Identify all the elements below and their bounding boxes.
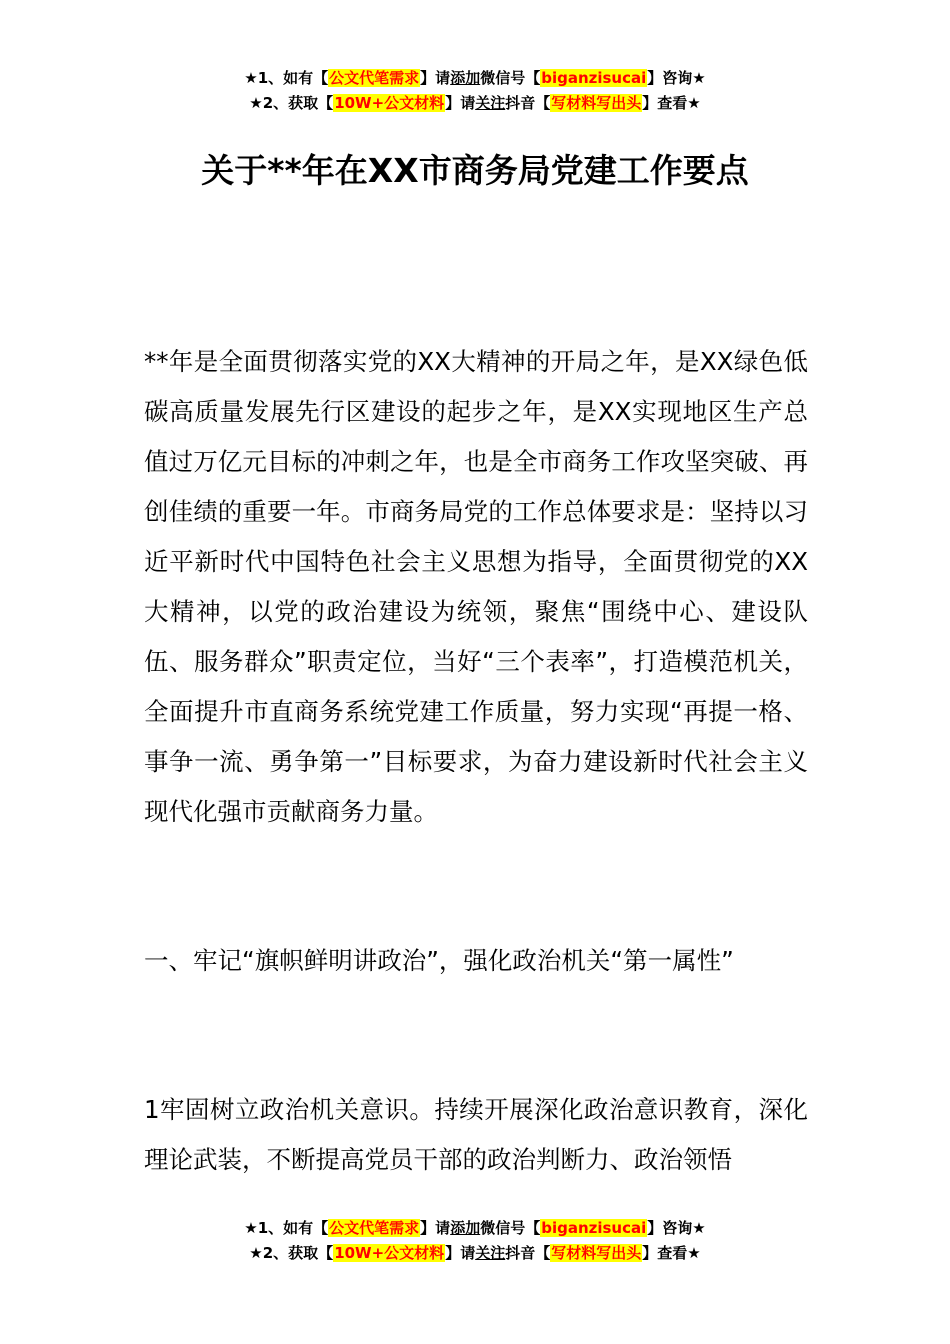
promo-text: ★1、如有【 xyxy=(244,69,329,87)
promo-emphasis: 添加 xyxy=(450,1219,481,1237)
promo-text: ★1、如有【 xyxy=(244,1219,329,1237)
promo-text: 】请 xyxy=(445,94,476,112)
promo-highlight: 公文代笔需求 xyxy=(329,69,420,87)
promo-text: 微信号【 xyxy=(480,69,541,87)
promo-banner-top xyxy=(0,66,950,116)
promo-text: 抖音【 xyxy=(505,94,551,112)
promo-text: 】请 xyxy=(445,1244,476,1262)
promo-highlight: 10W+公文材料 xyxy=(334,94,445,112)
promo-banner-bottom xyxy=(0,1216,950,1266)
promo-emphasis: 添加 xyxy=(450,69,481,87)
promo-line-1 xyxy=(0,66,950,91)
promo-line-2 xyxy=(0,1241,950,1266)
section-item-1: 1牢固树立政治机关意识。持续开展深化政治意识教育，深化理论武装，不断提高党员干部的政治判断力、政治领悟 xyxy=(144,1095,808,1174)
promo-text: 】咨询★ xyxy=(647,69,706,87)
promo-text: 】请 xyxy=(420,69,451,87)
promo-highlight: biganzisucai xyxy=(541,69,647,87)
promo-emphasis: 关注 xyxy=(475,1244,506,1262)
promo-text: 微信号【 xyxy=(480,1219,541,1237)
promo-highlight: biganzisucai xyxy=(541,1219,647,1237)
promo-text: 】查看★ xyxy=(642,1244,701,1262)
promo-text: ★2、获取【 xyxy=(249,1244,334,1262)
promo-line-1 xyxy=(0,1216,950,1241)
promo-text: ★2、获取【 xyxy=(249,94,334,112)
document-title: 关于**年在XX市商务局党建工作要点 xyxy=(201,151,749,190)
promo-text: 抖音【 xyxy=(505,1244,551,1262)
promo-text: 】查看★ xyxy=(642,94,701,112)
promo-emphasis: 关注 xyxy=(475,94,506,112)
promo-highlight: 写材料写出头 xyxy=(551,94,642,112)
promo-highlight: 写材料写出头 xyxy=(551,1244,642,1262)
promo-text: 】咨询★ xyxy=(647,1219,706,1237)
promo-highlight: 10W+公文材料 xyxy=(334,1244,445,1262)
intro-paragraph: **年是全面贯彻落实党的XX大精神的开局之年，是XX绿色低碳高质量发展先行区建设的起步之年，是XX实现地区生产总值过万亿元目标的冲刺之年，也是全市商务工作攻坚突破、再创佳绩的重要一年。市商务局党的工作总体要求是：坚持以习近平新时代中国特色社会主义思想为指导，全面贯彻党的XX大精神，以党的政治建设为统领，聚焦“围绕中心、建设队伍、服务群众”职责定位，当好“三个表率”，打造模范机关，全面提升市直商务系统党建工作质量，努力实现“再提一格、事争一流、勇争第一”目标要求，为奋力建设新时代社会主义现代化强市贡献商务力量。 xyxy=(144,347,808,826)
promo-highlight: 公文代笔需求 xyxy=(329,1219,420,1237)
promo-text: 】请 xyxy=(420,1219,451,1237)
promo-line-2 xyxy=(0,91,950,116)
section-heading-1: 一、牢记“旗帜鲜明讲政治”，强化政治机关“第一属性” xyxy=(144,946,734,975)
